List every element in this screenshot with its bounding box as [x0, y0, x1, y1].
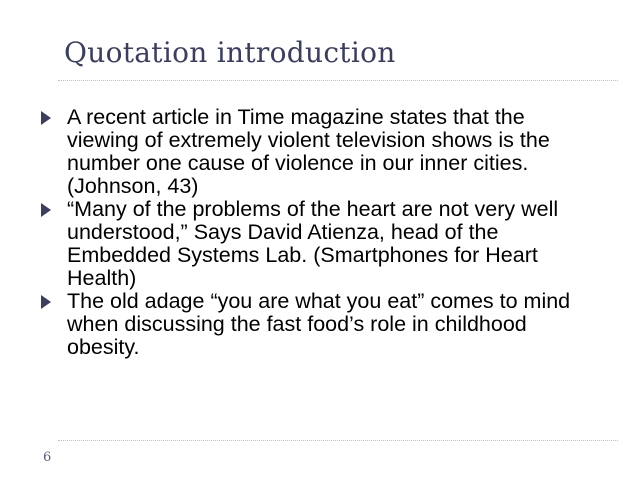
triangle-bullet-icon	[41, 295, 51, 309]
bullet-item	[36, 198, 596, 290]
footer-divider	[58, 440, 618, 441]
bullet-list	[36, 106, 596, 359]
triangle-bullet-icon	[41, 111, 51, 125]
triangle-bullet-icon	[41, 203, 51, 217]
bullet-item	[36, 290, 596, 359]
bullet-item	[36, 106, 596, 198]
page-number: 6	[43, 450, 52, 465]
slide-title: Quotation introduction	[64, 36, 396, 69]
bullet-text: “Many of the problems of the heart are not very well understood,” Says David Atienza, head of the Embedded Systems Lab. (Smartphones for Heart Health)	[67, 197, 559, 290]
bullet-text: The old adage “you are what you eat” comes to mind when discussing the fast food’s role in childhood obesity.	[67, 289, 571, 359]
bullet-text: A recent article in Time magazine states that the viewing of extremely violent television shows is the number one cause of violence in our inner cities. (Johnson, 43)	[67, 105, 550, 198]
title-divider	[58, 80, 618, 81]
